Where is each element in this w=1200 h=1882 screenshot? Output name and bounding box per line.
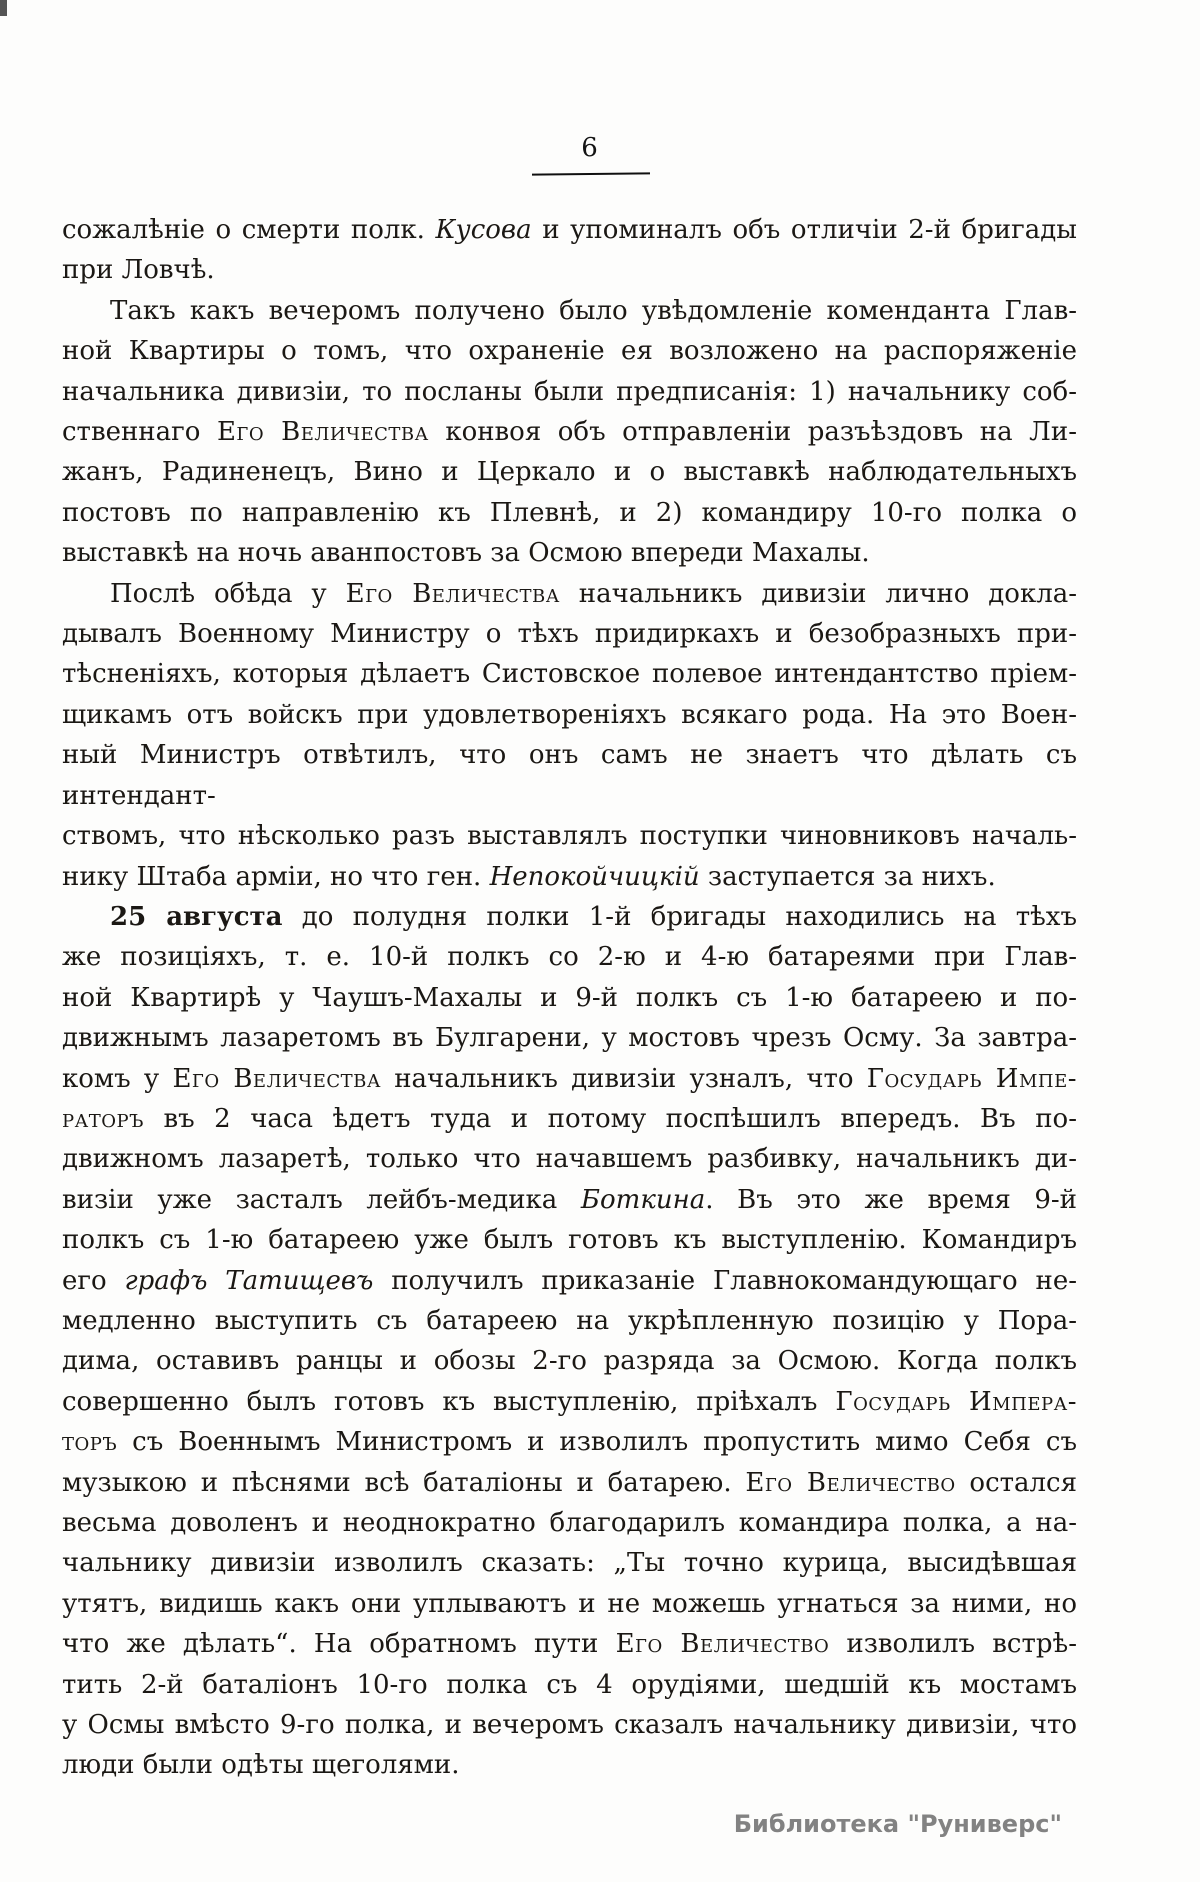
text-segment: нику Штаба арміи, но что ген. <box>62 861 490 892</box>
text-segment: до полудня полки 1-й бригады находились на тѣхъ <box>282 901 1077 932</box>
text-segment: тить 2-й баталіонъ 10-го полка съ 4 орудіями, шедшій къ мостамъ <box>62 1669 1077 1700</box>
text-line <box>62 1543 1077 1583</box>
text-line <box>62 1422 1077 1462</box>
text-line <box>62 574 1077 614</box>
text-line <box>62 533 1077 573</box>
text-segment: у Осмы вмѣсто 9-го полка, и вечеромъ сказалъ начальнику дивизіи, что <box>62 1710 1077 1741</box>
text-segment: получилъ приказаніе Главнокомандующаго не- <box>373 1265 1077 1296</box>
text-line <box>62 816 1077 856</box>
text-line <box>62 493 1077 533</box>
text-segment: музыкою и пѣснями всѣ баталіоны и батарею. <box>62 1467 746 1498</box>
text-segment: Его Величества <box>216 417 429 448</box>
text-line <box>62 1018 1077 1058</box>
text-segment: дывалъ Военному Министру о тѣхъ придиркахъ и безобразныхъ при- <box>62 619 1077 650</box>
text-segment: дима, оставивъ ранцы и обозы 2-го разряда за Осмою. Когда полкъ <box>62 1346 1077 1377</box>
text-line <box>62 1584 1077 1624</box>
text-segment: движномъ лазаретѣ, только что начавшемъ разбивку, начальникъ ди- <box>62 1144 1077 1175</box>
text-line <box>62 1382 1077 1422</box>
text-line <box>62 1099 1077 1139</box>
text-segment: что же дѣлать“. На обратномъ пути <box>62 1629 616 1660</box>
text-segment: весьма доволенъ и неоднократно благодарилъ командира полка, а на- <box>62 1508 1077 1538</box>
text-segment: ной Квартиры о томъ, что охраненіе ея возложено на распоряженіе <box>62 336 1077 367</box>
text-segment: комъ у <box>62 1063 173 1094</box>
text-segment: постовъ по направленію къ Плевнѣ, и 2) командиру 10-го полка о <box>62 497 1077 528</box>
text-segment: тѣсненіяхъ, которыя дѣлаетъ Систовское полевое интендантство пріем- <box>62 659 1077 690</box>
text-segment: 25 августа <box>110 901 283 932</box>
text-segment: . Въ это же время 9-й <box>705 1184 1077 1215</box>
text-line <box>62 857 1077 897</box>
text-line <box>62 654 1077 694</box>
text-line <box>62 1180 1077 1220</box>
text-segment: выставкѣ на ночь аванпостовъ за Осмою впереди Махалы. <box>62 538 870 569</box>
text-line <box>62 695 1077 735</box>
text-segment: щикамъ отъ войскъ при удовлетвореніяхъ всякаго рода. На это Воен- <box>62 699 1077 730</box>
text-segment: ный Министръ отвѣтилъ, что онъ самъ не знаетъ что дѣлать съ интендант- <box>62 740 1077 811</box>
text-line <box>62 1301 1077 1341</box>
text-segment: же позиціяхъ, т. е. 10-й полкъ со 2-ю и 4-ю батареями при Глав- <box>62 942 1077 973</box>
text-segment: ной Квартирѣ у Чаушъ-Махалы и 9-й полкъ съ 1-ю батареею и по- <box>62 982 1077 1013</box>
text-line <box>62 1220 1077 1260</box>
text-block <box>62 210 1077 1786</box>
text-line <box>62 1059 1077 1099</box>
text-line <box>62 614 1077 654</box>
text-line <box>62 210 1077 250</box>
text-line <box>62 937 1077 977</box>
text-segment: ственнаго <box>62 417 217 448</box>
text-segment: Такъ какъ вечеромъ получено было увѣдомленіе коменданта Глав- <box>110 295 1077 326</box>
text-segment: заступается за нихъ. <box>699 861 996 892</box>
text-segment: совершенно былъ готовъ къ выступленію, пріѣхалъ <box>62 1386 836 1417</box>
text-segment: Государь Импера- <box>835 1386 1077 1417</box>
text-segment: жанъ, Радиненецъ, Вино и Церкало и о выставкѣ наблюдательныхъ <box>62 457 1077 488</box>
text-segment: начальника дивизіи, то посланы были предписанія: 1) начальнику соб- <box>62 376 1077 407</box>
text-segment: его <box>62 1265 125 1296</box>
text-segment: Послѣ обѣда у <box>110 578 346 609</box>
text-segment: Его Величество <box>745 1467 956 1498</box>
text-segment: съ Военнымъ Министромъ и изволилъ пропустить мимо Себя съ <box>117 1427 1077 1458</box>
text-segment: Его Величества <box>345 578 560 609</box>
text-line <box>62 897 1077 937</box>
text-segment: конвоя объ отправленіи разъѣздовъ на Ли- <box>428 417 1077 448</box>
text-segment: графъ Татищевъ <box>124 1265 374 1296</box>
text-line <box>62 372 1077 412</box>
text-line <box>62 1745 1077 1785</box>
text-segment: Кусова <box>435 215 532 245</box>
text-line <box>62 735 1077 816</box>
text-segment: Боткина <box>580 1184 706 1215</box>
text-line <box>62 250 1077 290</box>
text-line <box>62 452 1077 492</box>
text-segment: Непокойчицкій <box>489 861 700 892</box>
text-segment: полкъ съ 1-ю батареею уже былъ готовъ къ выступленію. Командиръ <box>62 1225 1077 1256</box>
text-line <box>62 412 1077 452</box>
text-segment: люди были одѣты щеголями. <box>62 1750 460 1781</box>
header-rule <box>532 172 650 175</box>
text-line <box>62 1503 1077 1543</box>
text-segment: медленно выступить съ батареею на укрѣпленную позицію у Пора- <box>62 1305 1077 1336</box>
text-segment: ствомъ, что нѣсколько разъ выставлялъ поступки чиновниковъ началь- <box>62 821 1077 852</box>
text-line <box>62 1139 1077 1179</box>
text-line <box>62 331 1077 371</box>
text-line <box>62 1705 1077 1745</box>
scan-artifact <box>0 0 7 16</box>
text-line <box>62 1624 1077 1664</box>
text-segment: начальникъ дивизіи лично докла- <box>559 578 1078 609</box>
text-segment: въ 2 часа ѣдетъ туда и потому поспѣшилъ впередъ. Въ по- <box>143 1103 1077 1134</box>
text-line <box>62 1665 1077 1705</box>
text-segment: торъ <box>62 1427 118 1458</box>
text-segment: Его Величество <box>615 1629 830 1660</box>
text-segment: и упоминалъ объ отличіи 2-й бригады <box>531 215 1077 245</box>
text-segment: остался <box>955 1467 1077 1498</box>
text-segment: движнымъ лазаретомъ въ Булгарени, у мостовъ чрезъ Осму. За завтра- <box>62 1023 1077 1054</box>
text-line <box>62 978 1077 1018</box>
text-segment: визіи уже засталъ лейбъ-медика <box>62 1184 581 1215</box>
text-line <box>62 1463 1077 1503</box>
text-segment: изволилъ встрѣ- <box>829 1629 1077 1660</box>
text-line <box>62 1261 1077 1301</box>
page-number: 6 <box>581 133 599 163</box>
text-segment: Его Величества <box>172 1063 381 1094</box>
text-segment: сожалѣніе о смерти полк. <box>62 215 436 245</box>
text-line <box>62 1341 1077 1381</box>
text-segment: при Ловчѣ. <box>62 255 215 286</box>
text-line <box>62 291 1077 331</box>
text-segment: утятъ, видишь какъ они уплываютъ и не можешь угнаться за ними, но <box>62 1588 1077 1619</box>
text-segment: начальникъ дивизіи узналъ, что <box>380 1063 867 1094</box>
text-segment: раторъ <box>62 1103 144 1134</box>
text-segment: чальнику дивизіи изволилъ сказать: „Ты точно курица, высидѣвшая <box>62 1548 1077 1579</box>
library-watermark: Библиотека "Руниверс" <box>733 1810 1062 1838</box>
text-segment: Государь Импе- <box>866 1063 1077 1094</box>
